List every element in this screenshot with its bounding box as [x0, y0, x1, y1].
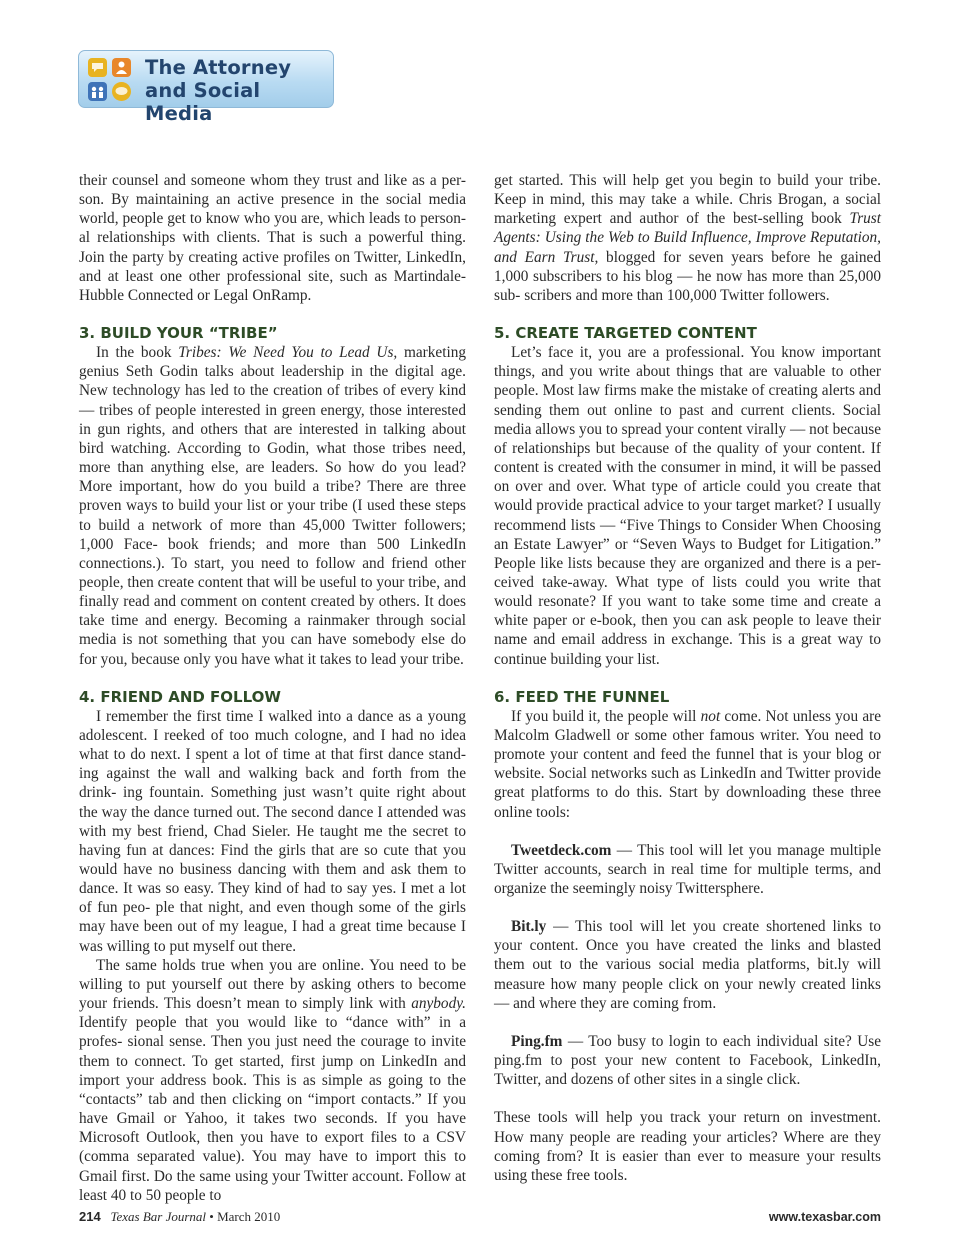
left-column — [79, 171, 466, 1205]
paragraph-targeted-content: Let’s face it, you are a professional. You know important things, and you write about things that are valuable to other people. Most law firms make the mistake of creating alerts and sending them out online to past and current clients. Social media allows you to spread your content virally — not because of relationships but because of the quality of your content. If content is created with the consumer in mind, it will be passed on over and over. What type of article could you create that would provide practical advice to your target market? I usually recommend lists — “Five Things to Consider When Choosing an Estate Lawyer” or “Seven Ways to Budget for Litigation.” People like lists because they are organized and there is a per- ceived take-away. What type of lists could you write that would resonate? If you want to take some time and create a white paper or e-book, then you can ask people to leave their name and email address in exchange. This is a great way to continue building your list. — [494, 344, 882, 668]
badge-title — [145, 56, 331, 125]
speech-icon — [112, 82, 131, 101]
heading-friend-and-follow: 4. FRIEND AND FOLLOW — [79, 687, 281, 706]
footer-separator: • — [209, 1209, 214, 1224]
paragraph-pingfm: Ping.fm — Too busy to login to each individual site? Use ping.fm to post your new content to Facebook, LinkedIn, Twitter, and dozens of other sites in a single click. — [494, 1032, 881, 1089]
paragraph-intro: their counsel and someone whom they trust and like as a per- son. By maintaining an active presence in the social media world, people get to know who you are, which leads to person- al relationships with clients. That is such a powerful thing. Join the party by creating active profiles on Twitter, LinkedIn, and at least one other professional site, such as Martindale-Hubble Connected or Legal OnRamp. — [79, 172, 466, 304]
group-icon — [88, 82, 107, 101]
tool-name: Bit.ly — [511, 918, 547, 936]
tool-name: Tweetdeck.com — [511, 841, 612, 859]
journal-name: Texas Bar Journal — [110, 1209, 207, 1224]
heading-feed-the-funnel: 6. FEED THE FUNNEL — [494, 687, 670, 706]
page-number: 214 — [79, 1209, 101, 1224]
italic-text: Trust — [849, 210, 881, 228]
paragraph-closing: These tools will help you track your return on investment. How many people are reading your articles? Where are they coming from? It is easier than ever to measure your results using these free tools. — [494, 1109, 881, 1184]
page-footer — [79, 1207, 881, 1227]
heading-build-your-tribe: 3. BUILD YOUR “TRIBE” — [79, 324, 278, 343]
right-column — [494, 171, 881, 1185]
paragraph-bitly: Bit.ly — This tool will let you create shortened links to your content. Once you have created the links and blasted them out to the various social media platforms, bit.ly will measure how many people click on your newly created links — and where they are coming from. — [494, 918, 882, 1012]
footer-citation — [79, 1207, 280, 1227]
chat-bubble-icon — [88, 58, 107, 77]
paragraph-feed-the-funnel: If you build it, the people will not come. Not unless you are Malcolm Gladwell or some other famous writer. You need to promote your content and feed the funnel that is your blog or website. Social networks such as LinkedIn and Twitter provide great platforms to do this. Start by downloading these three online tools: — [494, 707, 881, 821]
section-badge — [78, 50, 334, 125]
issue-date: March 2010 — [217, 1209, 281, 1224]
italic-text: and Earn Trust, — [494, 248, 599, 266]
person-icon — [112, 58, 131, 77]
italic-text: Tribes: We Need You to Lead Us, — [178, 344, 398, 362]
tool-name: Ping.fm — [511, 1032, 563, 1050]
paragraph-online-friends: The same holds true when you are online. You need to be willing to put yourself out there by asking others to become your friends. This doesn’t mean to simply link with anybody. Identify people that you would like to “dance with” in a profes- sional sense. Then you just need the courage to invite them to connect. To get started, first jump on LinkedIn and import your address book. This is as simple as going to the “contacts” tab and then clicking on “import contacts.” If you have Gmail or Yahoo, it takes two seconds. If you have Microsoft Outlook, then you have to export files to a CSV (comma separated value). You may have to import this to Gmail first. Do the same using your Twitter account. Follow at least 40 to 50 people to — [79, 956, 467, 1204]
italic-text: Agents: Using the Web to Build Influence, Improve Reputation, — [494, 229, 881, 247]
paragraph-tweetdeck: Tweetdeck.com — This tool will let you manage multiple Twitter accounts, search in real time for multiple terms, and organize the seemingly noisy Twittersphere. — [494, 841, 881, 897]
heading-create-targeted-content: 5. CREATE TARGETED CONTENT — [494, 324, 757, 343]
paragraph-dance-story: I remember the first time I walked into a dance as a young adolescent. I reeked of too much cologne, and I had no idea what to do next. I spent a lot of time at that first dance stand- ing against the wall and walking back and forth from the drink- ing fountain. Something just wasn’t quite right about the way the dance turned out. The second dance I attended was with my best friend, Chad Sieler. He taught me the secret to having fun at dances: Find the girls that are so cute that you would have no business dancing with them and ask them to dance. It was so easy. They kind of had to say yes. I met a lot of fun peo- ple that night, and even though some of the girls may have been out of my league, I had a great time because I was willing to put myself out there. — [79, 707, 467, 955]
italic-text: anybody. — [411, 995, 466, 1013]
italic-text: not — [700, 707, 721, 725]
badge-title-line-1: The Attorney — [145, 56, 292, 79]
paragraph-build-your-tribe: In the book Tribes: We Need You to Lead Us, marketing genius Seth Godin talks about leadership in the digital age. New technology has led to the creation of tribes of every kind — tribes of people interested in green energy, those interested in gun rights, and others that are interested in talking about bird watching. According to Godin, what those tribes need, more than anything else, are leaders. So how do you lead? More important, how do you build a tribe? There are three proven ways to build your list or your tribe (I used these steps to build a network of more than 45,000 Twitter followers; 1,000 Face- book friends; and more than 500 LinkedIn connections.). To start, you need to follow and friend other people, then create content that will be useful to your tribe, and finally read and comment on content created by others. It does take time and energy. Becoming a rainmaker through social media is not something that you can have somebody else do for you, because only you have what it takes to lead your tribe. — [79, 344, 467, 668]
badge-title-line-2: and Social Media — [145, 79, 261, 125]
website-url: www.texasbar.com — [768, 1210, 881, 1224]
paragraph-get-started: get started. This will help get you begin to build your tribe. Keep in mind, this may take a while. Chris Brogan, a social marketing expert and author of the best-selling book Trust Agents: Using the Web to Build Influence, Improve Reputation, and Earn Trust, blogged for seven years before he gained 1,000 subscribers to his blog — he now has more than 25,000 sub- scribers and more than 100,000 Twitter followers. — [494, 172, 881, 304]
